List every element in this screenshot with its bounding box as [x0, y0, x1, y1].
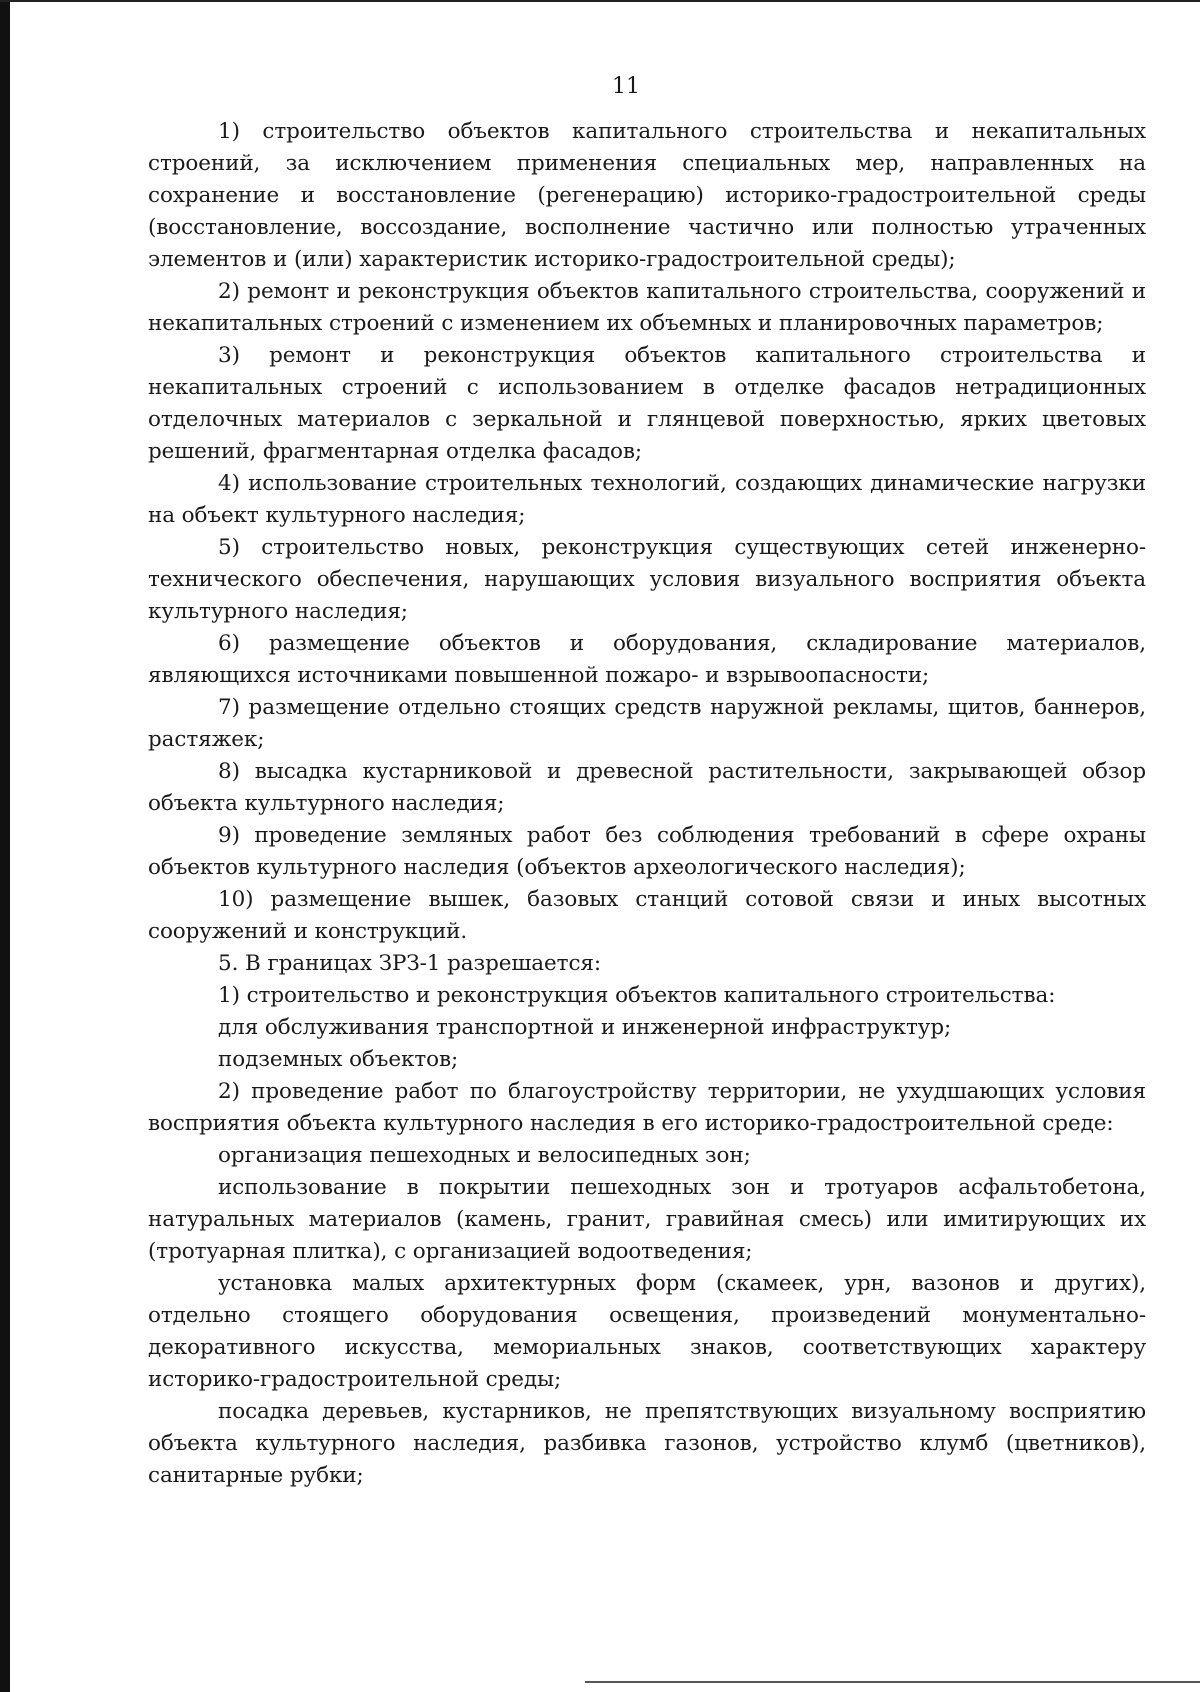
- document-body: [148, 116, 1146, 1492]
- paragraph-prohibition-2: 2) ремонт и реконструкция объектов капитального строительства, сооружений и некапитальных строений с изменением их объемных и планировочных параметров;: [148, 279, 1146, 336]
- page-number: 11: [612, 74, 640, 99]
- paragraph-allowed-1-a: для обслуживания транспортной и инженерной инфраструктур;: [218, 1015, 952, 1040]
- scan-edge-left: [0, 0, 10, 1692]
- paragraph-prohibition-4: 4) использование строительных технологий, создающих динамические нагрузки на объект культурного наследия;: [148, 471, 1146, 528]
- paragraph-prohibition-6: 6) размещение объектов и оборудования, складирование материалов, являющихся источниками повышенной пожаро- и взрывоопасности;: [148, 631, 1146, 688]
- paragraph-allowed-2-a: организация пешеходных и велосипедных зон;: [218, 1143, 751, 1168]
- paragraph-prohibition-5: 5) строительство новых, реконструкция существующих сетей инженерно-технического обеспечения, нарушающих условия визуального восприятия объекта культурного наследия;: [148, 535, 1146, 624]
- paragraph-allowed-2-d: посадка деревьев, кустарников, не препятствующих визуальному восприятию объекта культурного наследия, разбивка газонов, устройство клумб (цветников), санитарные рубки;: [148, 1399, 1146, 1488]
- section-heading-allowed: 5. В границах ЗРЗ-1 разрешается:: [218, 951, 601, 976]
- paragraph-allowed-1-b: подземных объектов;: [218, 1047, 459, 1072]
- scan-line-bottom: [585, 1681, 1200, 1683]
- paragraph-allowed-1: 1) строительство и реконструкция объектов капитального строительства:: [218, 983, 1056, 1008]
- paragraph-prohibition-10: 10) размещение вышек, базовых станций сотовой связи и иных высотных сооружений и конструкций.: [148, 887, 1146, 944]
- paragraph-prohibition-1: 1) строительство объектов капитального строительства и некапитальных строений, за исключением применения специальных мер, направленных на сохранение и восстановление (регенерацию) историко-градостроительной среды (восстановление, воссоздание, восполнение частично или полностью утраченных элементов и (или) характеристик историко-градостроительной среды);: [148, 119, 1146, 272]
- paragraph-allowed-2-c: установка малых архитектурных форм (скамеек, урн, вазонов и других), отдельно стоящего оборудования освещения, произведений монументально-декоративного искусства, мемориальных знаков, соответствующих характеру историко-градостроительной среды;: [148, 1271, 1146, 1392]
- scan-edge-top: [0, 0, 1200, 2]
- paragraph-prohibition-7: 7) размещение отдельно стоящих средств наружной рекламы, щитов, баннеров, растяжек;: [148, 695, 1146, 752]
- paragraph-prohibition-3: 3) ремонт и реконструкция объектов капитального строительства и некапитальных строений с использованием в отделке фасадов нетрадиционных отделочных материалов с зеркальной и глянцевой поверхностью, ярких цветовых решений, фрагментарная отделка фасадов;: [148, 343, 1146, 464]
- paragraph-prohibition-9: 9) проведение земляных работ без соблюдения требований в сфере охраны объектов культурного наследия (объектов археологического наследия);: [148, 823, 1146, 880]
- paragraph-allowed-2: 2) проведение работ по благоустройству территории, не ухудшающих условия восприятия объекта культурного наследия в его историко-градостроительной среде:: [148, 1079, 1146, 1136]
- paragraph-prohibition-8: 8) высадка кустарниковой и древесной растительности, закрывающей обзор объекта культурного наследия;: [148, 759, 1146, 816]
- paragraph-allowed-2-b: использование в покрытии пешеходных зон и тротуаров асфальтобетона, натуральных материалов (камень, гранит, гравийная смесь) или имитирующих их (тротуарная плитка), с организацией водоотведения;: [148, 1175, 1146, 1264]
